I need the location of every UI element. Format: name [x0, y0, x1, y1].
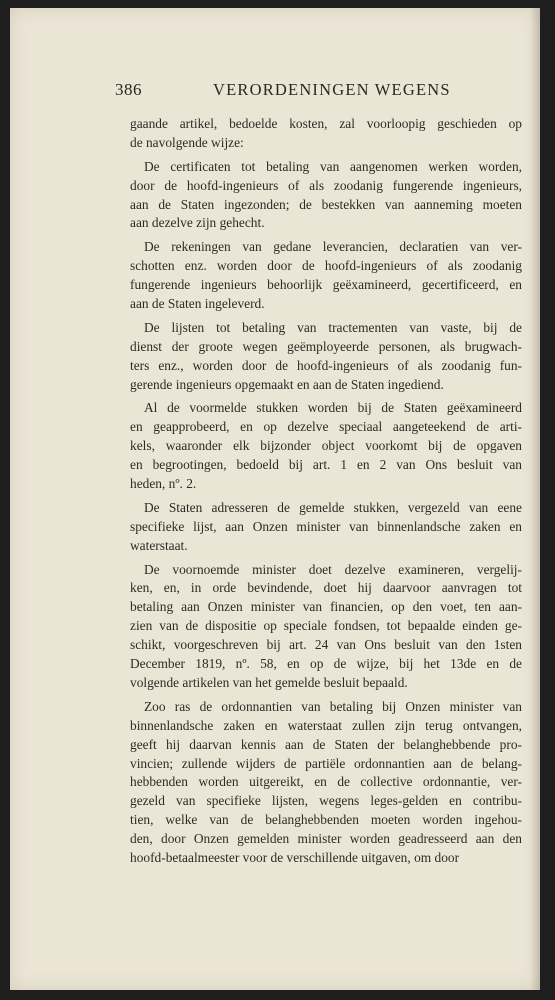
text-line: De lijsten tot betaling van tractementen van vaste, bij de: [144, 319, 522, 335]
text-line: De Staten adresseren de gemelde stukken, vergezeld van eene: [144, 499, 522, 515]
paragraph: [130, 319, 522, 395]
text-line: ters enz., worden door de hoofd-ingenieurs of als zoodanig fun-: [130, 357, 522, 373]
paragraph: [130, 238, 522, 314]
text-line: Zoo ras de ordonnantien van betaling bij Onzen minister van: [144, 698, 522, 714]
text-line: hoofd-betaalmeester voor de verschillende uitgaven, om door: [130, 849, 460, 865]
text-line: kels, waaronder elk bijzonder object voorkomt bij de opgaven: [130, 438, 522, 454]
text-line: betaling aan Onzen minister van financien, op den voet, ten aan-: [130, 599, 522, 615]
text-line: schotten enz. worden door de hoofd-ingenieurs of als zoodanig: [130, 258, 522, 274]
text-line: gaande artikel, bedoelde kosten, zal voorloopig geschieden op: [130, 116, 522, 131]
text-line: en begrootingen, bedoeld bij art. 1 en 2 van Ons besluit van: [130, 457, 522, 473]
page-number: 386: [115, 80, 142, 99]
text-line: gezeld van specifieke lijsten, wegens leges-gelden en contribu-: [130, 793, 522, 809]
text-line: binnenlandsche zaken en waterstaat zullen zijn terug ontvangen,: [130, 717, 522, 733]
text-line: heden, nº. 2.: [130, 476, 197, 492]
text-line: aan de Staten ingeleverd.: [130, 296, 265, 312]
paragraph: [130, 561, 522, 693]
running-title: VERORDENINGEN WEGENS: [213, 80, 451, 99]
text-line: December 1819, nº. 58, en op de wijze, bij het 13de en de: [130, 656, 522, 672]
text-line: den, door Onzen gemelden minister worden geadresseerd aan den: [130, 831, 522, 847]
text-line: volgende artikelen van het gemelde besluit bepaald.: [130, 674, 408, 690]
running-head: [115, 80, 535, 106]
text-line: geeft hij daarvan kennis aan de Staten der belanghebbende pro-: [130, 736, 522, 752]
page-edge-shadow: [530, 8, 540, 990]
text-line: waterstaat.: [130, 537, 188, 553]
text-line: fungerende ingenieurs behoorlijk geëxamineerd, gecertificeerd, en: [130, 277, 522, 293]
text-line: aan de Staten ingezonden; de bestekken van aanneming moeten: [130, 196, 522, 212]
text-line: aan dezelve zijn gehecht.: [130, 215, 265, 231]
text-line: specifieke lijst, aan Onzen minister van binnenlandsche zaken en: [130, 518, 522, 534]
text-line: de navolgende wijze:: [130, 134, 244, 150]
paragraph: [130, 115, 522, 153]
text-line: ken, en, in orde bevindende, doet hij daarvoor aanvragen tot: [130, 580, 522, 596]
text-line: door de hoofd-ingenieurs of als zoodanig fungerende ingenieurs,: [130, 177, 522, 193]
text-line: gerende ingenieurs opgemaakt en aan de Staten ingediend.: [130, 376, 444, 392]
text-line: vincien; zullende wijders de partiële ordonnantien aan de belang-: [130, 755, 522, 771]
paragraph: [130, 399, 522, 493]
text-line: hebbenden worden uitgereikt, en de collective ordonnantie, ver-: [130, 774, 522, 790]
text-line: Al de voormelde stukken worden bij de Staten geëxamineerd: [144, 400, 522, 416]
text-line: en geapprobeerd, en op dezelve speciaal aangeteekend de arti-: [130, 419, 522, 435]
body-text: [130, 115, 522, 868]
text-line: dienst der groote wegen geëmployeerde personen, als brugwach-: [130, 338, 522, 354]
paragraph: [130, 499, 522, 556]
text-line: tien, welke van de belanghebbenden moeten worden ingehou-: [130, 812, 522, 828]
text-line: zien van de dispositie op speciale fondsen, tot bepaalde einden ge-: [130, 618, 522, 634]
text-line: schikt, voorgeschreven bij art. 24 van Ons besluit van den 1sten: [130, 637, 522, 653]
paragraph: [130, 698, 522, 868]
text-line: De voornoemde minister doet dezelve examineren, vergelij-: [144, 561, 522, 577]
text-line: De certificaten tot betaling van aangenomen werken worden,: [144, 158, 522, 174]
text-line: De rekeningen van gedane leverancien, declaratien van ver-: [144, 239, 522, 255]
paragraph: [130, 158, 522, 234]
